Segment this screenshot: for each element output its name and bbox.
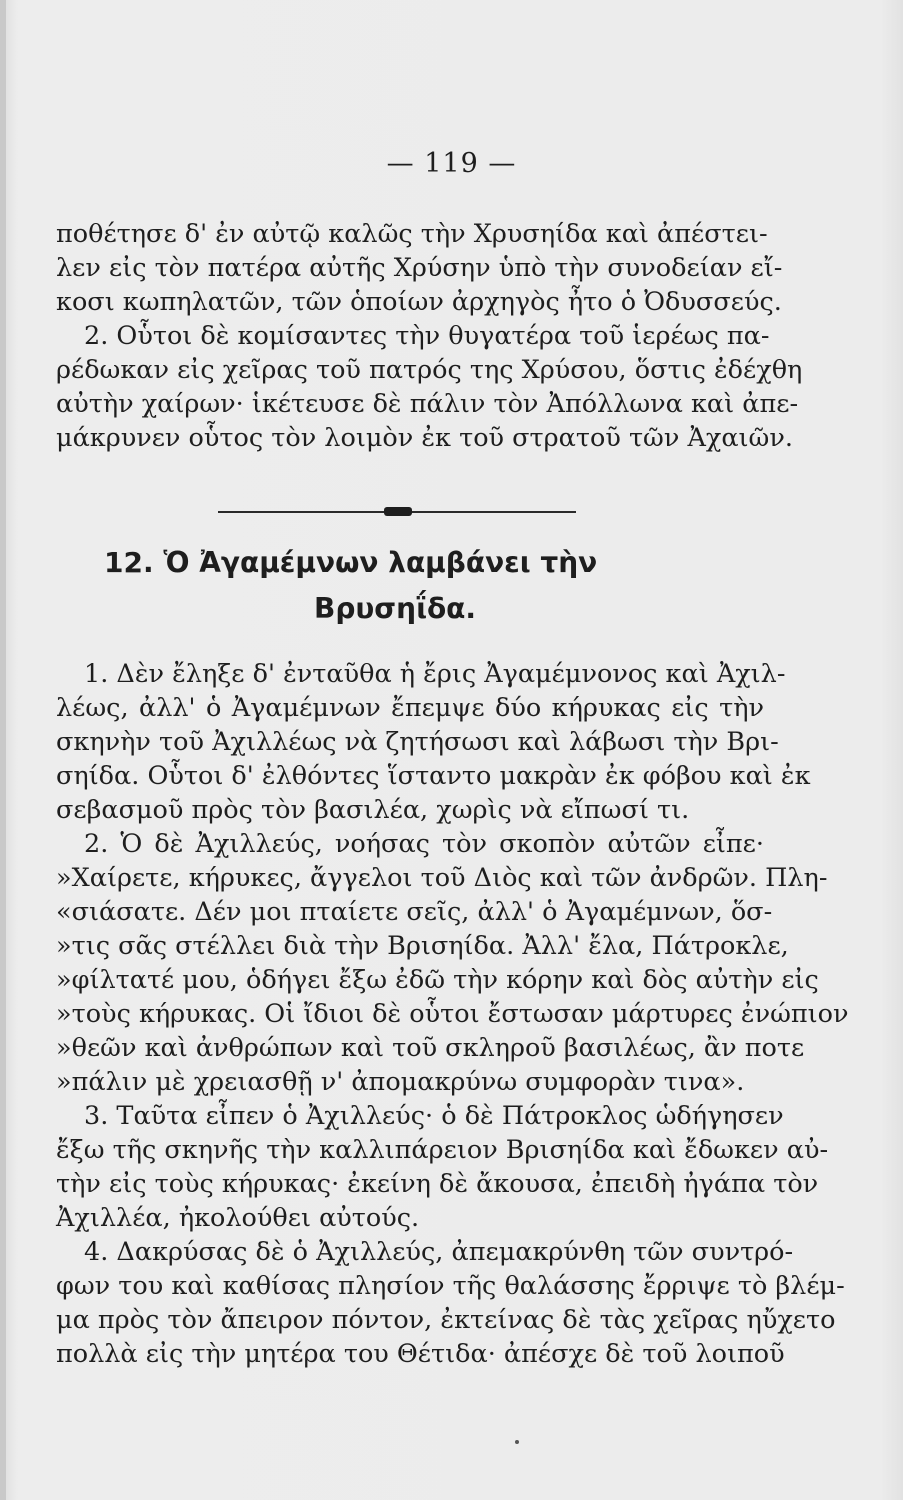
text-line: ποθέτησε δ' ἐν αὐτῷ καλῶς τὴν Χρυσηίδα καὶ ἀπέστει- <box>56 219 768 249</box>
text-line: ἔξω τῆς σκηνῆς τὴν καλλιπάρειον Βρισηίδα καὶ ἔδωκεν αὐ- <box>56 1135 829 1165</box>
text-line: 3. Ταῦτα εἶπεν ὁ Ἀχιλλεύς· ὁ δὲ Πάτροκλος ὡδήγησεν <box>84 1101 784 1131</box>
text-line: »τοὺς κήρυκας. Οἱ ἴδιοι δὲ οὗτοι ἔστωσαν μάρτυρες ἐνώπιον <box>56 999 849 1029</box>
text-line: πολλὰ εἰς τὴν μητέρα του Θέτιδα· ἀπέσχε δὲ τοῦ λοιποῦ <box>56 1339 785 1369</box>
section-divider-ornament <box>384 507 412 516</box>
text-line: σεβασμοῦ πρὸς τὸν βασιλέα, χωρὶς νὰ εἴπωσί τι. <box>56 795 690 825</box>
text-line: μάκρυνεν οὗτος τὸν λοιμὸν ἐκ τοῦ στρατοῦ τῶν Ἀχαιῶν. <box>56 423 793 453</box>
text-line: σηίδα. Οὗτοι δ' ἐλθόντες ἵσταντο μακρὰν ἐκ φόβου καὶ ἐκ <box>56 761 811 791</box>
text-line: ρέδωκαν εἰς χεῖρας τοῦ πατρός της Χρύσου, ὅστις ἐδέχθη <box>56 355 803 385</box>
top-paragraphs <box>56 217 803 455</box>
text-line: »Χαίρετε, κήρυκες, ἄγγελοι τοῦ Διὸς καὶ τῶν ἀνδρῶν. Πλη- <box>56 863 828 893</box>
page-number: — 119 — <box>386 148 517 179</box>
text-line: »θεῶν καὶ ἀνθρώπων καὶ τοῦ σκληροῦ βασιλέως, ἂν ποτε <box>56 1033 805 1063</box>
text-line: »φίλτατέ μου, ὁδήγει ἔξω ἐδῶ τὴν κόρην καὶ δὸς αὐτὴν εἰς <box>56 965 819 995</box>
text-line: φων του καὶ καθίσας πλησίον τῆς θαλάσσης ἔρριψε τὸ βλέμ- <box>56 1271 845 1301</box>
text-line: λεν εἰς τὸν πατέρα αὐτῆς Χρύσην ὑπὸ τὴν συνοδείαν εἴ- <box>56 253 783 283</box>
text-line: 1. Δὲν ἔληξε δ' ἐνταῦθα ἡ ἔρις Ἀγαμέμνονος καὶ Ἀχιλ- <box>84 659 786 689</box>
chapter-heading-line-2: Βρυσηΐδα. <box>314 592 477 625</box>
text-line: 4. Δακρύσας δὲ ὁ Ἀχιλλεύς, ἀπεμακρύνθη τῶν συντρό- <box>84 1237 794 1267</box>
text-line: 2. Ὁ δὲ Ἀχιλλεύς, νοήσας τὸν σκοπὸν αὐτῶν εἶπε· <box>84 829 764 859</box>
ink-speck <box>515 1440 519 1444</box>
chapter-heading-line-1: 12. Ὁ Ἀγαμέμνων λαμβάνει τὴν <box>104 546 598 579</box>
page-binding-edge <box>0 0 6 1500</box>
text-line: κοσι κωπηλατῶν, τῶν ὁποίων ἀρχηγὸς ἦτο ὁ Ὀδυσσεύς. <box>56 287 782 317</box>
text-line: »πάλιν μὲ χρειασθῇ ν' ἀπομακρύνω συμφορὰν τινα». <box>56 1067 745 1097</box>
text-line: αὐτὴν χαίρων· ἱκέτευσε δὲ πάλιν τὸν Ἀπόλλωνα καὶ ἀπε- <box>56 389 799 419</box>
text-line: »τις σᾶς στέλλει διὰ τὴν Βρισηίδα. Ἀλλ' ἔλα, Πάτροκλε, <box>56 931 789 961</box>
chapter-heading <box>56 540 764 632</box>
text-line: «σιάσατε. Δέν μοι πταίετε σεῖς, ἀλλ' ὁ Ἀγαμέμνων, ὅσ- <box>56 897 773 927</box>
text-line: Ἀχιλλέα, ἠκολούθει αὐτούς. <box>56 1203 420 1233</box>
chapter-body <box>56 657 849 1371</box>
text-line: 2. Οὗτοι δὲ κομίσαντες τὴν θυγατέρα τοῦ ἱερέως πα- <box>84 321 770 351</box>
text-line: λέως, ἀλλ' ὁ Ἀγαμέμνων ἔπεμψε δύο κήρυκας εἰς τὴν <box>56 693 764 723</box>
text-line: σκηνὴν τοῦ Ἀχιλλέως νὰ ζητήσωσι καὶ λάβωσι τὴν Βρι- <box>56 727 779 757</box>
text-line: μα πρὸς τὸν ἄπειρον πόντον, ἐκτείνας δὲ τὰς χεῖρας ηὔχετο <box>56 1305 836 1335</box>
text-line: τὴν εἰς τοὺς κήρυκας· ἐκείνη δὲ ἄκουσα, ἐπειδὴ ἠγάπα τὸν <box>56 1169 819 1199</box>
